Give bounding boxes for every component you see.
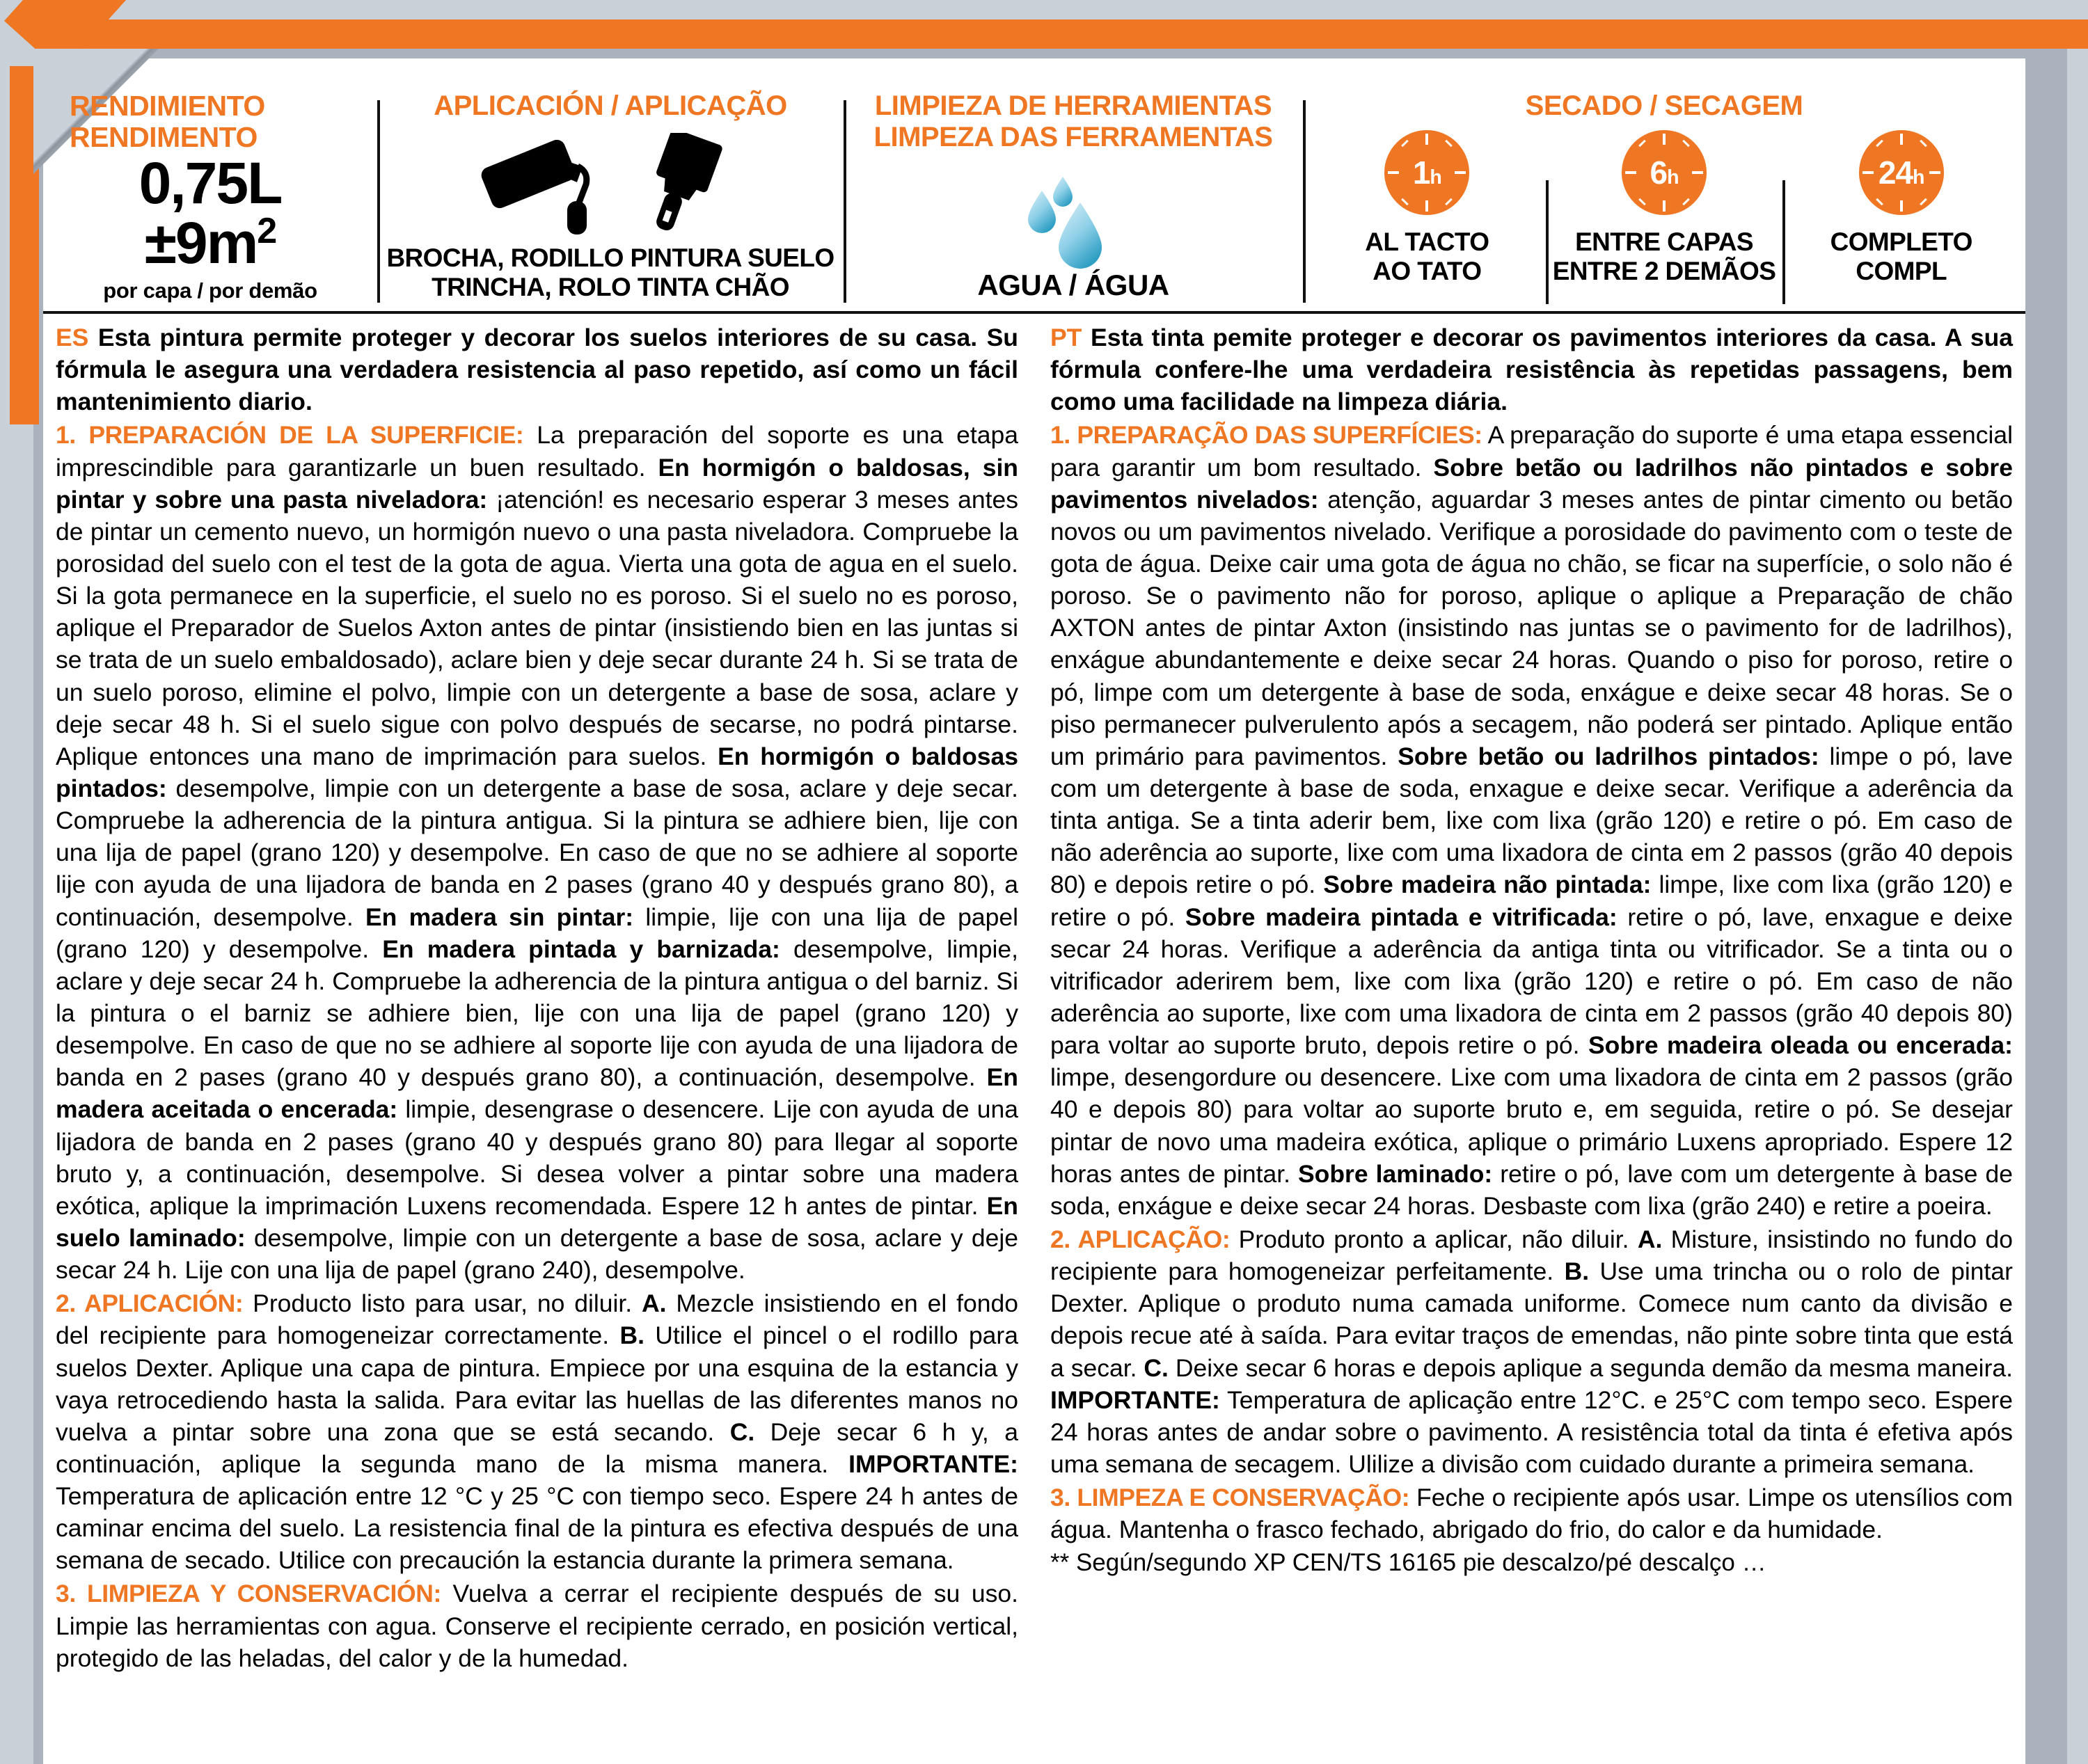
es-s1-b4-text: desempolve, limpie, aclare y deje secar 24 h. Compruebe la adherencia de la pintura antigua o del barniz. Si la pintura o el barniz se adhiere bien, lije con una lija de papel (grano 120) y desempolve. En caso de que no se adhiere al soporte lije con ayuda de una lijadora de banda en 2 pases (grano 40 y después grano 80), a continuación, desempolve. (56, 935, 1019, 1092)
es-s1-b4: En madera pintada y barnizada: (382, 935, 780, 963)
clock-6h-unit: h (1667, 166, 1679, 189)
pt-s2-step-c: C. (1144, 1353, 1169, 1382)
drying-item-full (1782, 122, 2020, 310)
cleaning-caption: AGUA / ÁGUA (977, 268, 1169, 301)
pt-s3-title: 3. LIMPEZA E CONSERVAÇÃO: (1050, 1484, 1410, 1512)
es-s2-title: 2. APLICACIÓN: (56, 1289, 244, 1318)
es-s2-step-c-text: Deje secar 6 h y, a continuación, aplique la segunda mano de la misma manera. (56, 1417, 1018, 1478)
es-s1-b2-text: desempolve, limpie con un detergente a base de sosa, aclare y deje secar. Compruebe la adherencia de la pintura antigua. Si la pintura se adhiere bien, lije con una lija de papel (grano 120) y desempolve. En caso de que no se adhiere al soporte lije con ayuda de una lijadora de banda en 2 pases (grano 40 y después grano 80), a continuación, desempolve. (56, 774, 1018, 931)
pt-s3-text: Feche o recipiente após usar. Limpe os utensílios com água. Mantenha o frasco fechado, abrigado do frio, do calor e da humidade. (1050, 1484, 2013, 1544)
clock-24h-value: 24 (1878, 154, 1913, 191)
panel-drying (1303, 70, 2025, 310)
application-icons (480, 133, 741, 237)
pt-s1-b1-text: atenção, aguardar 3 meses antes de pintar cimento ou betão novos ou um pavimentos nivelado. Verifique a porosidade do pavimento com o teste de gota de água. Deixe cair uma gota de água no chão, se ficar na superfície, o solo não é poroso. Se o pavimento não for poroso, aplique o aplique a Preparação de chão AXTON antes de pintar Axton (insistindo nas juntas se o pavimento for de ladrilhos), enxágue abundantemente e deixe secar 24 horas. Quando o piso for poroso, retire o pó, limpe com um detergente à base de soda, enxágue e deixe secar 48 horas. Se o piso permanecer pulverulento após a secagem, não poderá ser pintado. Aplique então um primário para pavimentos. (1050, 485, 2013, 770)
orange-top-bar (77, 19, 2088, 49)
pt-s2-important: IMPORTANTE: (1050, 1385, 1220, 1414)
clock-1h-label (1412, 154, 1441, 191)
column-portuguese (1050, 321, 2013, 1720)
es-section-3 (56, 1578, 1018, 1674)
es-s2-step-b-text: Utilice el pincel o el rodillo para suelos Dexter. Aplique una capa de pintura. Empiece por una esquina de la estancia y vaya retrocediendo hasta la salida. Para evitar las huellas de las diferentes manos no vuelva a pintar sobre una zona que se está secando. (56, 1321, 1018, 1446)
es-s1-a: La preparación del soporte es una etapa imprescindible para garantizarle un buen resultado. (56, 421, 1019, 482)
footnote: ** Según/segundo XP CEN/TS 16165 pie descalzo/pé descalço … (1050, 1549, 1766, 1577)
paint-roller-icon (480, 140, 612, 237)
yield-heading-pt: RENDIMENTO (70, 121, 258, 154)
drying-items (1308, 122, 2020, 310)
es-s2-step-c: C. (729, 1417, 755, 1446)
es-s1-b6-text: desempolve, limpie con un detergente a base de sosa, aclare y deje secar 24 h. Lije con una lija de papel (grano 240), desempolve. (56, 1223, 1018, 1285)
clock-24h-unit: h (1913, 166, 1924, 189)
clock-6h-value: 6 (1650, 154, 1668, 191)
es-s1-b5: En madera aceitada o encerada: (56, 1063, 1018, 1124)
pt-section-2 (1050, 1223, 2013, 1480)
yield-coverage-value: 9m (175, 209, 258, 276)
yield-heading-es: RENDIMIENTO (70, 90, 265, 122)
application-caption-pt: TRINCHA, ROLO TINTA CHÃO (432, 272, 789, 301)
drying-recoat-caption (1553, 228, 1776, 286)
pt-s1-b5-text: limpe, desengordure ou desencere. Lixe com uma lixadora de cinta em 2 passos (grão 40 e depois 80) para voltar ao suporte bruto e, em seguida, retire o pó. Se desejar pintar de novo uma madeira exótica, aplique o primário Luxens apropriado. Espere 12 horas antes de pintar. (1050, 1063, 2013, 1188)
drying-heading: SECADO / SECAGEM (1525, 90, 1803, 121)
drying-full-caption (1830, 228, 1972, 286)
column-spanish (56, 321, 1018, 1720)
yield-coverage-prefix: ± (144, 209, 175, 276)
paint-brush-icon (630, 133, 741, 237)
cleaning-icons (1021, 164, 1125, 269)
pt-intro (1050, 321, 2013, 418)
pt-s1-b6: Sobre laminado: (1297, 1159, 1493, 1188)
drying-item-touch (1308, 122, 1546, 310)
es-s1-b5-text: limpie, desengrase o desencere. Lije con ayuda de una lijadora de banda en 2 pases (grano 40 y después grano 80) para llegar al soporte bruto y, a continuación, desempolve. Si desea volver a pintar sobre una madera exótica, aplique la imprimación Luxens recomendada. Espere 12 h antes de pintar. (56, 1095, 1018, 1220)
clock-24h-label (1878, 154, 1924, 191)
clock-1h-value: 1 (1412, 154, 1430, 191)
pt-s2-step-a: A. (1637, 1225, 1663, 1253)
yield-coverage (49, 209, 372, 276)
pt-section-3 (1050, 1481, 2013, 1546)
es-s1-b2: En hormigón o baldosas pintados: (56, 742, 1018, 802)
pt-s1-b4-text: retire o pó, lave, enxague e deixe secar 24 horas. Verifique a aderência da antiga tinta ou vitrificador. Se a tinta ou o vitrificador aderirem bem, lixe com lixa (grão 120) e retire o pó. Em caso de não aderência ao suporte, lixe com uma lixadora de cinta em 2 passos (grão 40 depois 80) para voltar ao suporte bruto, depois retire o pó. (1050, 903, 2013, 1060)
drying-item-recoat (1546, 122, 1783, 310)
es-s2-step-a: A. (641, 1289, 667, 1318)
strip-divider (43, 311, 2025, 314)
pt-s1-b1: Sobre betão ou ladrilhos não pintados e sobre pavimentos nivelados: (1050, 453, 2013, 514)
pt-s1-b5: Sobre madeira oleada ou encerada: (1588, 1031, 2013, 1060)
pt-s1-b2: Sobre betão ou ladrilhos pintados: (1398, 742, 1819, 770)
pt-s1-b3: Sobre madeira não pintada: (1323, 871, 1652, 899)
cleaning-heading (874, 90, 1273, 153)
pt-s2-a: Produto pronto a aplicar, não diluir. (1230, 1225, 1638, 1253)
yield-per-coat: por capa / por demão (103, 278, 317, 303)
pt-section-1 (1050, 419, 2013, 1222)
es-lang-tag: ES (56, 324, 89, 351)
pt-lang-tag: PT (1050, 324, 1082, 351)
application-caption (386, 244, 834, 301)
application-caption-es: BROCHA, RODILLO PINTURA SUELO (386, 244, 835, 273)
es-s1-b3: En madera sin pintar: (365, 903, 634, 931)
drying-touch-caption (1365, 228, 1489, 286)
water-drops-icon (1021, 171, 1125, 269)
es-s1-b6: En suelo laminado: (56, 1191, 1018, 1252)
cleaning-heading-pt: LIMPEZA DAS FERRAMENTAS (873, 121, 1273, 152)
drying-full-pt: COMPL (1856, 256, 1947, 285)
es-s2-important-text: Temperatura de aplicación entre 12 °C y 25 °C con tiempo seco. Espere 24 h antes de caminar encima del suelo. La resistencia final de la pintura es efectiva después de una semana de secado. Utilice con precaución la estancia durante la primera semana. (56, 1482, 1018, 1575)
es-section-1 (56, 419, 1018, 1286)
clock-6h-label (1650, 154, 1679, 191)
panel-application (377, 70, 844, 310)
yield-volume: 0,75L (139, 150, 282, 216)
drying-recoat-pt: ENTRE 2 DEMÃOS (1552, 256, 1776, 285)
pt-s1-b2-text: limpe o pó, lave com um detergente à base de soda, enxague e deixe secar. Verifique a aderência da tinta antiga. Se a tinta aderir bem, lixe com lixa (grão 120) e retire o pó. Em caso de não aderência ao suporte, lixe com uma lixadora de cinta em 2 passos (grão 40 depois 80) e depois retire o pó. (1050, 742, 2013, 899)
es-s1-b3-text: limpie, lije con una lija de papel (grano 120) y desempolve. (56, 903, 1019, 963)
es-s2-important: IMPORTANTE: (848, 1449, 1018, 1478)
es-s3-title: 3. LIMPIEZA Y CONSERVACIÓN: (56, 1580, 441, 1608)
es-s2-step-a-text: Mezcle insistiendo en el fondo del recipiente para homogeneizar correctamente. (56, 1289, 1018, 1350)
pt-s2-title: 2. APLICAÇÃO: (1050, 1225, 1231, 1253)
pt-s1-title: 1. PREPARAÇÃO DAS SUPERFÍCIES: (1050, 421, 1482, 450)
application-heading: APLICACIÓN / APLICAÇÃO (434, 90, 787, 121)
es-s3-text: Vuelva a cerrar el recipiente después de su uso. Limpie las herramientas con agua. Conserve el recipiente cerrado, en posición vertical, protegido de las heladas, del calor y de la humedad. (56, 1580, 1018, 1672)
es-s2-step-b: B. (619, 1321, 644, 1350)
yield-coverage-sup: 2 (257, 210, 276, 251)
drying-touch-es: AL TACTO (1365, 227, 1489, 256)
drying-recoat-es: ENTRE CAPAS (1575, 227, 1753, 256)
pt-s2-step-a-text: Misture, insistindo no fundo do recipiente para homogeneizar perfeitamente. (1050, 1225, 2013, 1286)
clock-1h-icon (1384, 130, 1469, 215)
pt-s2-step-b: B. (1564, 1257, 1590, 1286)
pt-s1-b4: Sobre madeira pintada e vitrificada: (1185, 903, 1618, 931)
es-section-2 (56, 1287, 1018, 1576)
es-s1-title: 1. PREPARACIÓN DE LA SUPERFICIE: (56, 421, 524, 450)
pt-s1-b3-text: limpe, lixe com lixa (grão 120) e retire o pó. (1050, 871, 2013, 931)
pt-s2-important-text: Temperatura de aplicação entre 12°C. e 25°C com tempo seco. Espere 24 horas antes de andar sobre o pavimento. A resistência total da tinta é efetiva após uma semana de secagem. Ulilize a divisão com cuidado durante a primeira semana. (1050, 1385, 2013, 1478)
clock-1h-unit: h (1430, 166, 1441, 189)
drying-full-es: COMPLETO (1830, 227, 1972, 256)
panel-yield (43, 70, 377, 310)
spec-strip (43, 70, 2025, 310)
pt-s2-step-b-text: Use uma trincha ou o rolo de pintar Dexter. Aplique o produto numa camada uniforme. Comece num canto da divisão e depois recue até à saída. Para evitar traços de emendas, não pinte sobre tinta que está a secar. (1050, 1257, 2013, 1382)
pt-s2-step-c-text: Deixe secar 6 horas e depois aplique a segunda demão da mesma maneira. (1168, 1353, 2013, 1382)
es-s1-b1-text: ¡atención! es necesario esperar 3 meses antes de pintar un cemento nuevo, un hormigón nuevo o una pasta niveladora. Compruebe la porosidad del suelo con el test de la gota de agua. Vierta una gota de agua en el suelo. Si la gota permanece en la superficie, el suelo no es poroso. Si el suelo no es poroso, aplique el Preparador de Suelos Axton antes de pintar (insistiendo bien en las juntas si se trata de un suelo embaldosado), aclare bien y deje secar durante 24 h. Si se trata de un suelo poroso, elimine el polvo, limpie con un detergente a base de sosa, aclare y deje secar 48 h. Si el suelo sigue con polvo después de secarse, no podrá pintarse. Aplique entonces una mano de imprimación para suelos. (56, 485, 1019, 770)
panel-cleaning (844, 70, 1303, 310)
yield-heading (49, 90, 372, 153)
es-s1-b1: En hormigón o baldosas, sin pintar y sobre una pasta niveladora: (56, 453, 1018, 514)
drying-touch-pt: AO TATO (1373, 256, 1482, 285)
es-intro-text: Esta pintura permite proteger y decorar los suelos interiores de su casa. Su fórmula le asegura una verdadera resistencia al paso repetido, así como un fácil mantenimiento diario. (56, 324, 1018, 416)
pt-s1-a: A preparação do suporte é uma etapa essencial para garantir um bom resultado. (1050, 421, 2013, 482)
cleaning-heading-es: LIMPIEZA DE HERRAMIENTAS (874, 90, 1272, 121)
clock-6h-icon (1622, 130, 1707, 215)
es-s2-a: Producto listo para usar, no diluir. (243, 1289, 642, 1318)
es-intro (56, 321, 1018, 418)
pt-s1-b6-text: retire o pó, lave com um detergente à base de soda, enxágue e deixe secar 24 horas. Desbaste com lixa (grão 240) e retire a poeira. (1050, 1159, 2014, 1220)
instructions-body (43, 321, 2025, 1720)
clock-24h-icon (1859, 130, 1944, 215)
pt-intro-text: Esta tinta pemite proteger e decorar os pavimentos interiores da casa. A sua fórmula confere-lhe uma verdadeira resistência às repetidas passagens, bem como uma facilidade na limpeza diária. (1050, 324, 2013, 416)
